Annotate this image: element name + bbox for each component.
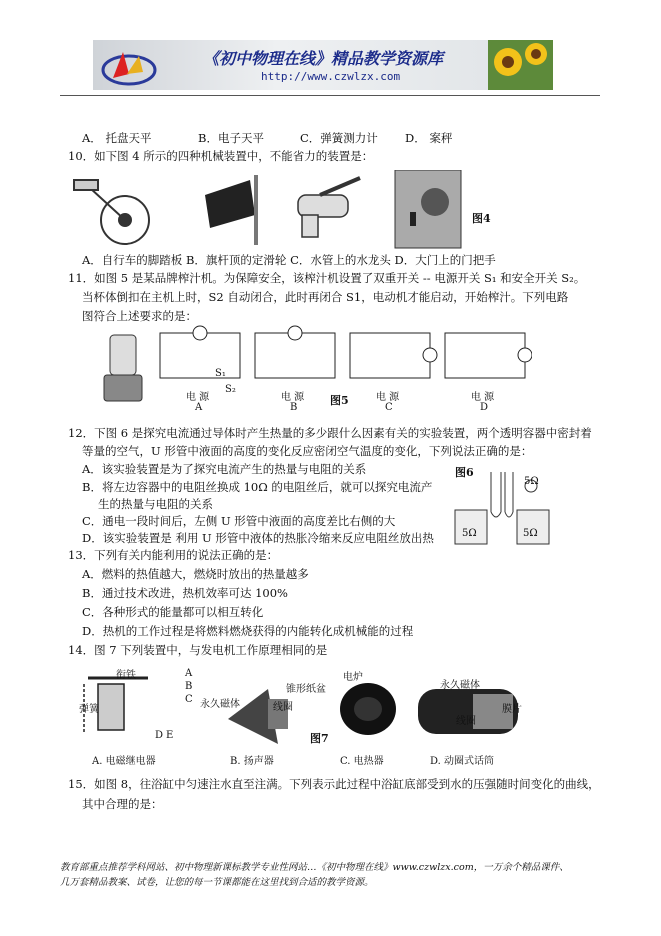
figure-5-circuits xyxy=(82,325,532,415)
circuit-label-a: A xyxy=(195,402,203,413)
banner-url: http://www.czwlzx.com xyxy=(261,70,401,83)
figure-7-label: 图7 xyxy=(310,732,329,745)
circuit-c-power: 电 源 xyxy=(376,392,400,403)
q13-option-c: C．各种形式的能量都可以相互转化 xyxy=(82,605,264,619)
header-divider xyxy=(60,95,600,96)
relay-terminal-b: B xyxy=(185,681,193,692)
q12-option-b-1: B．将左边容器中的电阻丝换成 10Ω 的电阻丝后，就可以探究电流产 xyxy=(82,480,433,494)
figure-4-label: 图4 xyxy=(472,212,491,225)
caption-speaker: B. 扬声器 xyxy=(230,756,274,767)
q14-stem: 14．图 7 下列装置中，与发电机工作原理相同的是 xyxy=(68,643,328,657)
door-handle-drawing xyxy=(395,170,461,248)
q11-line-1: 11．如图 5 是某品牌榨汁机。为保障安全，该榨汁机设置了双重开关 -- 电源开关 S₁ 和安全开关 S₂。 xyxy=(68,271,586,285)
q10-options: A．自行车的脚踏板 B．旗杆顶的定滑轮 C．水管上的水龙头 D．大门上的门把手 xyxy=(82,253,496,267)
resistor-label-outer: 5Ω xyxy=(524,476,539,487)
faucet-drawing xyxy=(298,178,360,237)
mic-film-label: 膜片 xyxy=(502,704,522,715)
q12-option-d: D．该实验装置是 利用 U 形管中液体的热胀冷缩来反应电阻丝放出热 xyxy=(82,531,434,545)
q12-line-1: 12．下图 6 是探究电流通过导体时产生热量的多少跟什么因素有关的实验装置，两个透明容器中密封着 xyxy=(68,426,592,440)
q11-line-3: 图符合上述要求的是： xyxy=(82,309,197,323)
caption-microphone: D. 动圈式话筒 xyxy=(430,756,495,767)
q9-option-d: D． 案秤 xyxy=(405,131,453,145)
flagpole-pulley-drawing xyxy=(205,175,256,245)
circuit-label-d: D xyxy=(480,402,489,413)
page-footer xyxy=(60,860,605,890)
circuit-label-b: B xyxy=(290,402,298,413)
q13-option-b: B．通过技术改进，热机效率可达 100% xyxy=(82,586,288,600)
relay-terminal-e: E xyxy=(166,730,174,741)
circuit-a-switch-s1: S₁ xyxy=(215,368,226,379)
bicycle-pedal-drawing xyxy=(74,180,149,244)
q13-option-a: A．燃料的热值越大，燃烧时放出的热量越多 xyxy=(82,567,309,581)
relay-terminal-a: A xyxy=(185,668,193,679)
figure-4-mechanisms xyxy=(70,170,470,250)
relay-spring-label: 弹簧 xyxy=(79,704,99,715)
circuit-b-power: 电 源 xyxy=(281,392,305,403)
mic-coil-label: 线圈 xyxy=(456,716,476,727)
q13-option-d: D．热机的工作过程是将燃料燃烧获得的内能转化成机械能的过程 xyxy=(82,624,414,638)
circuit-a-power: 电 源 xyxy=(186,392,210,403)
q15-line-2: 其中合理的是： xyxy=(82,797,163,811)
q9-option-b: B．电子天平 xyxy=(198,131,264,145)
q12-option-b-2: 生的热量与电阻的关系 xyxy=(98,497,213,511)
circuit-label-c: C xyxy=(385,402,393,413)
q12-line-2: 等量的空气，U 形管中液面的高度的变化反应密闭空气温度的变化，下列说法正确的是： xyxy=(82,444,533,458)
sunflower-image xyxy=(488,40,553,90)
q12-option-c: C．通电一段时间后，左侧 U 形管中液面的高度差比右侧的大 xyxy=(82,514,396,528)
resistor-label-left: 5Ω xyxy=(462,528,477,539)
speaker-coil-label: 线圈 xyxy=(273,702,293,713)
relay-armature-label: 衔铁 xyxy=(116,670,136,681)
figure-6-label: 图6 xyxy=(455,466,474,479)
figure-5-label: 图5 xyxy=(330,394,349,407)
q15-line-1: 15．如图 8，往浴缸中匀速注水直至注满。下列表示此过程中浴缸底部受到水的压强随时间变化的曲线， xyxy=(68,777,600,791)
relay-terminal-d: D xyxy=(155,730,164,741)
relay-terminal-c: C xyxy=(185,694,193,705)
caption-heater: C. 电热器 xyxy=(340,756,384,767)
heater-label: 电炉 xyxy=(343,672,363,683)
q13-stem: 13．下列有关内能利用的说法正确的是： xyxy=(68,548,279,562)
q11-line-2: 当杯体倒扣在主机上时，S2 自动闭合，此时再闭合 S1，电动机才能启动，开始榨汁。下列电路 xyxy=(82,290,569,304)
q9-option-a: A． 托盘天平 xyxy=(82,131,152,145)
q9-option-c: C．弹簧测力计 xyxy=(300,131,378,145)
mic-magnet-label: 永久磁体 xyxy=(440,680,480,691)
caption-relay: A. 电磁继电器 xyxy=(92,756,156,767)
site-logo xyxy=(99,44,159,88)
circuit-d-power: 电 源 xyxy=(471,392,495,403)
header-banner xyxy=(93,40,553,90)
juicer-drawing xyxy=(104,335,142,401)
resistor-label-right: 5Ω xyxy=(523,528,538,539)
speaker-magnet-label: 永久磁体 xyxy=(200,699,240,710)
q12-option-a: A．该实验装置是为了探究电流产生的热量与电阻的关系 xyxy=(82,462,367,476)
speaker-cone-label: 锥形纸盆 xyxy=(286,684,326,695)
footer-line-2: 几万套精品教案、试卷，让您的每一节课都能在这里找到合适的教学资源。 xyxy=(60,877,374,888)
banner-title: 《初中物理在线》精品教学资源库 xyxy=(203,49,444,68)
electric-heater-drawing xyxy=(340,683,396,735)
q10-stem: 10．如下图 4 所示的四种机械装置中，不能省力的装置是： xyxy=(68,149,374,163)
footer-line-1: 教育部重点推荐学科网站、初中物理新课标教学专业性网站…《初中物理在线》www.czwlzx.com，一万余个精品课件、 xyxy=(60,862,569,873)
circuit-a-switch-s2: S₂ xyxy=(225,384,236,395)
